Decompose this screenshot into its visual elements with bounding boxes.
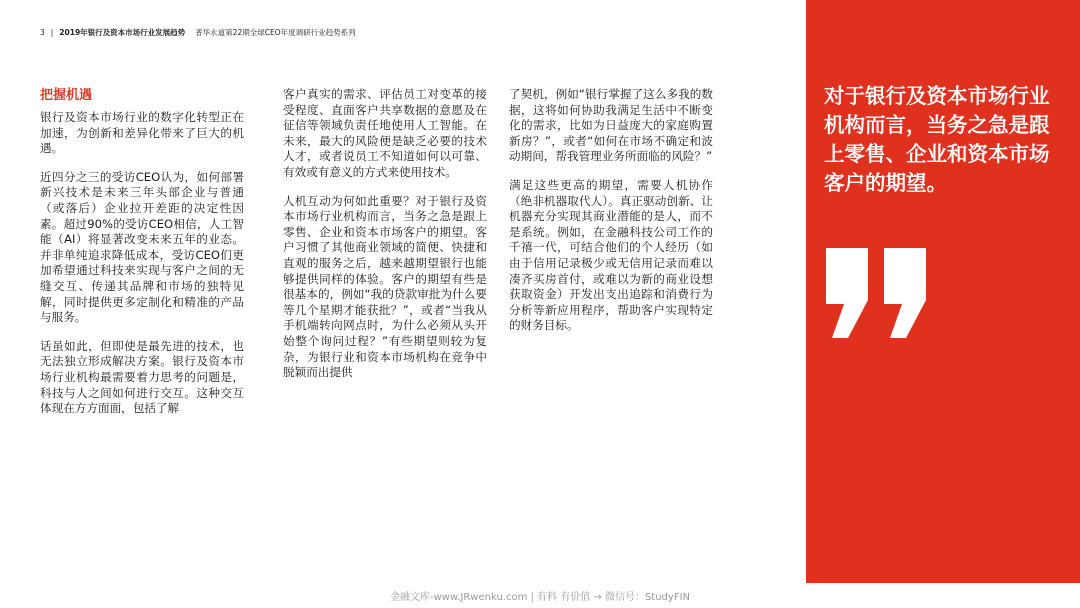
- header-separator: |: [50, 28, 54, 37]
- paragraph: 近四分之三的受访CEO认为，如何部署新兴技术是未来三年头部企业与普通（或落后）企业拉开差距的决定性因素。超过90%的受访CEO相信，人工智能（AI）将显著改变未来五年的业态。并非单纯追求降低成本，受访CEO们更加希望通过科技来实现与客户之间的无缝交互、传递其品牌和市场的独特见解，同时提供更多定制化和精准的产品与服务。: [40, 169, 244, 325]
- series-title: 普华永道第22期全球CEO年度调研行业趋势系列: [195, 28, 356, 37]
- pull-quote-panel: [806, 0, 1080, 583]
- page-header: [40, 27, 356, 38]
- pull-quote-text: 对于银行及资本市场行业机构而言，当务之急是跟上零售、企业和资本市场客户的期望。: [824, 84, 1050, 195]
- paragraph: 人机互动为何如此重要？对于银行及资本市场行业机构而言，当务之急是跟上零售、企业和资本市场客户的期望。客户习惯了其他商业领域的简便、快捷和直观的服务之后，越来越期望银行也能够提供同样的体验。客户的期望有些是很基本的，例如“我的贷款审批为什么要等几个星期才能获批？”，或者“当我从手机端转向网点时，为什么必须从头开始整个询问过程？”有些期望则较为复杂，为银行业和资本市场机构在竞争中脱颖而出提供: [283, 193, 487, 380]
- report-title: 2019年银行及资本市场行业发展趋势: [59, 28, 186, 37]
- closing-quote-icon: [820, 248, 940, 342]
- text-column-1: [40, 87, 244, 430]
- paragraph: 了契机，例如“银行掌握了这么多我的数据，这将如何协助我满足生活中不断变化的需求，比如为日益庞大的家庭购置新房？”，或者“如何在市场不确定和波动期间，帮我管理业务所面临的风险？”: [509, 87, 713, 164]
- section-heading: 把握机遇: [40, 88, 93, 103]
- paragraph: 客户真实的需求、评估员工对变革的接受程度、直面客户共享数据的意愿及在征信等领域负责任地使用人工智能。在未来，最大的风险便是缺乏必要的技术人才，或者说员工不知道如何以可靠、有效或有意义的方式来使用技术。: [283, 87, 487, 179]
- page-number: 3: [40, 28, 45, 37]
- paragraph: 满足这些更高的期望，需要人机协作（绝非机器取代人）。真正驱动创新、让机器充分实现其商业潜能的是人，而不是系统。例如，在金融科技公司工作的千禧一代，可结合他们的个人经历（如由于信用记录极少或无信用记录而难以凑齐买房首付，或难以为新的商业设想获取资金）开发出支出追踪和消费行为分析等新应用程序，帮助客户实现特定的财务目标。: [509, 177, 713, 333]
- paragraph: 银行及资本市场行业的数字化转型正在加速，为创新和差异化带来了巨大的机遇。: [40, 110, 244, 156]
- text-column-3: [509, 87, 713, 347]
- footer-watermark: 金融文库-www.JRwenku.com | 有料 有价值 → 微信号：StudyFIN: [389, 592, 691, 603]
- paragraph: 话虽如此，但即使是最先进的技术，也无法独立形成解决方案。银行及资本市场行业机构最需要着力思考的问题是，科技与人之间如何进行交互。这种交互体现在方方面面，包括了解: [40, 338, 244, 416]
- text-column-2: [283, 87, 487, 394]
